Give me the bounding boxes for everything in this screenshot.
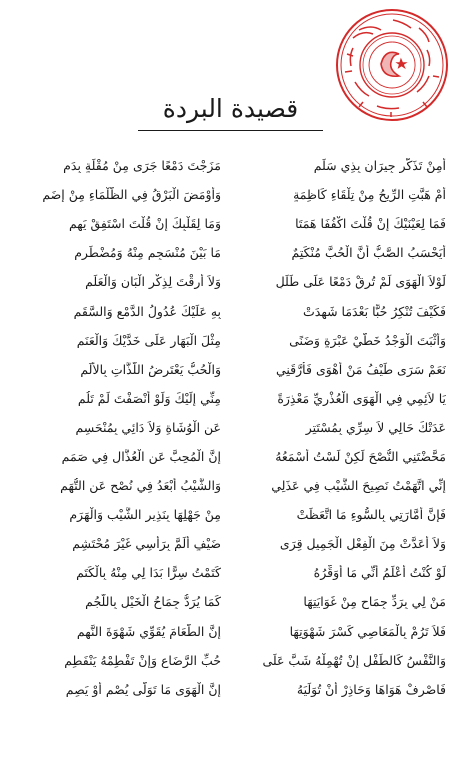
verse-row	[16, 646, 446, 675]
verse-first-hemistich: لَوْلاَ الْهَوَى لَمْ تُرِقْ دَمْعًا عَلَى طَلَلٍ	[275, 274, 446, 290]
verse-row	[16, 617, 446, 646]
verse-second-hemistich: وَالشَّيْبُ أَبْعَدُ فِي نُصْحٍ عَنِ التُّهَمِ	[60, 478, 221, 494]
verse-second-hemistich: ضَيْفٍ أَلَمَّ بِرَأْسِي غَيْرَ مُحْتَشِمِ	[72, 536, 221, 552]
verse-first-hemistich: أَمِنْ تَذَكُّرِ جِيرَانٍ بِذِي سَلَمِ	[313, 158, 446, 174]
verse-second-hemistich: حُبِّ الرَّضَاعِ وَإِنْ تَفْطِمْهُ يَنْفَطِمِ	[64, 652, 221, 668]
verse-first-hemistich: فَلاَ تَرُمْ بِالْمَعَاصِي كَسْرَ شَهْوَتِهَا	[289, 623, 446, 639]
verse-row	[16, 296, 446, 325]
verse-row	[16, 413, 446, 442]
verse-first-hemistich: مَحَّضْتَنِي النُّصْحَ لَكِنْ لَسْتُ أَسْمَعُهُ	[275, 448, 446, 464]
verse-second-hemistich: إِنَّ الطَّعَامَ يُقَوِّي شَهْوَةَ النَّهِمِ	[76, 623, 221, 639]
verse-second-hemistich: وَمَا لِقَلْبِكَ إِنْ قُلْتَ اسْتَفِقْ يَهِمِ	[68, 216, 221, 232]
poem-body	[16, 151, 446, 704]
verse-first-hemistich: يَا لاَئِمِي فِي الْهَوَى الْعُذْرِيِّ مَعْذِرَةً	[277, 390, 446, 406]
verse-first-hemistich: فَمَا لِعَيْنَيْكَ إِنْ قُلْتَ اكْفُفَا هَمَتَا	[295, 216, 446, 232]
verse-second-hemistich: وَلاَ أَرِقْتَ لِذِكْرِ الْبَانِ وَالْعَلَمِ	[85, 274, 221, 290]
verse-first-hemistich: نَعَمْ سَرَى طَيْفُ مَنْ أَهْوَى فَأَرَّقَنِي	[275, 361, 446, 377]
verse-first-hemistich: فَإِنَّ أَمَّارَتِي بِالسُّوءِ مَا اتَّعَظَتْ	[296, 507, 446, 523]
verse-second-hemistich: مِنِّي إِلَيْكَ وَلَوْ أَنْصَفْتَ لَمْ تَلُمِ	[77, 390, 221, 406]
verse-first-hemistich: فَكَيْفَ تُنْكِرُ حُبًّا بَعْدَمَا شَهِدَتْ	[303, 303, 446, 319]
poem-title: قصيدة البردة	[162, 94, 299, 123]
verse-row	[16, 151, 446, 180]
verse-row	[16, 267, 446, 296]
verse-row	[16, 238, 446, 267]
verse-second-hemistich: كَمَا يُرَدُّ جِمَاحُ الْخَيْلِ بِاللُّجُمِ	[85, 594, 221, 610]
verse-row	[16, 500, 446, 529]
verse-first-hemistich: فَاصْرِفْ هَوَاهَا وَحَاذِرْ أَنْ تُوَلِّيَهُ	[296, 681, 446, 697]
verse-row	[16, 675, 446, 704]
verse-row	[16, 471, 446, 500]
verse-row	[16, 326, 446, 355]
verse-second-hemistich: وَالْحُبُّ يَعْتَرِضُ اللَّذَّاتِ بِالأَلَمِ	[80, 361, 221, 377]
verse-row	[16, 529, 446, 558]
verse-row	[16, 355, 446, 384]
verse-first-hemistich: وَأَثْبَتَ الْوَجْدُ خَطَّيْ عَبْرَةٍ وَضَنًى	[289, 332, 446, 348]
verse-second-hemistich: مَزَجْتَ دَمْعًا جَرَى مِنْ مُقْلَةٍ بِدَمِ	[63, 158, 221, 174]
verse-second-hemistich: مِنْ جَهْلِهَا بِنَذِيرِ الشَّيْبِ وَالْهَرَمِ	[69, 507, 221, 523]
verse-second-hemistich: بِهِ عَلَيْكَ عُدُولُ الدَّمْعِ وَالسَّقَمِ	[73, 303, 221, 319]
verse-second-hemistich: إِنَّ الْمُحِبَّ عَنِ الْعُذَّالِ فِي صَمَمِ	[61, 448, 221, 464]
verse-row	[16, 587, 446, 616]
verse-first-hemistich: إِنِّي اتَّهَمْتُ نَصِيحَ الشَّيْبِ فِي عَذَلِي	[271, 478, 446, 494]
verse-row	[16, 442, 446, 471]
verse-row	[16, 180, 446, 209]
verse-row	[16, 384, 446, 413]
verse-first-hemistich: أَمْ هَبَّتِ الرِّيحُ مِنْ تِلْقَاءِ كَاظِمَةٍ	[293, 187, 446, 203]
verse-second-hemistich: كَتَمْتُ سِرًّا بَدَا لِي مِنْهُ بِالْكَتَمِ	[76, 565, 221, 581]
verse-first-hemistich: وَلاَ أَعَدَّتْ مِنَ الْفِعْلِ الْجَمِيلِ قِرَى	[279, 536, 446, 552]
verse-first-hemistich: عَدَتْكَ حَالِي لاَ سِرِّي بِمُسْتَتِرٍ	[305, 419, 446, 435]
title-underline	[138, 130, 323, 131]
verse-row	[16, 558, 446, 587]
verse-row	[16, 209, 446, 238]
verse-first-hemistich: أَيَحْسَبُ الصَّبُّ أَنَّ الْحُبَّ مُنْكَتِمٌ	[291, 245, 446, 261]
verse-first-hemistich: مَنْ لِي بِرَدِّ جِمَاحٍ مِنْ غَوَايَتِهَا	[303, 594, 446, 610]
verse-second-hemistich: إِنَّ الْهَوَى مَا تَوَلَّى يُصْمِ أَوْ يَصِمِ	[65, 681, 221, 697]
verse-second-hemistich: عَنِ الْوُشَاةِ وَلاَ دَائِي بِمُنْحَسِمِ	[75, 419, 221, 435]
verse-second-hemistich: وَأَوْمَضَ الْبَرْقُ فِي الظَّلْمَاءِ مِنْ إِضَمِ	[42, 187, 221, 203]
verse-second-hemistich: مِثْلَ الْبَهَارِ عَلَى خَدَّيْكَ وَالْعَنَمِ	[76, 332, 221, 348]
verse-second-hemistich: مَا بَيْنَ مُنْسَجِمٍ مِنْهُ وَمُضْطَرِمِ	[74, 245, 221, 261]
verse-first-hemistich: وَالنَّفْسُ كَالطِّفْلِ إِنْ تُهْمِلْهُ شَبَّ عَلَى	[262, 652, 446, 668]
verse-first-hemistich: لَوْ كُنْتُ أَعْلَمُ أَنِّي مَا أُوَقِّرُهُ	[313, 565, 446, 581]
